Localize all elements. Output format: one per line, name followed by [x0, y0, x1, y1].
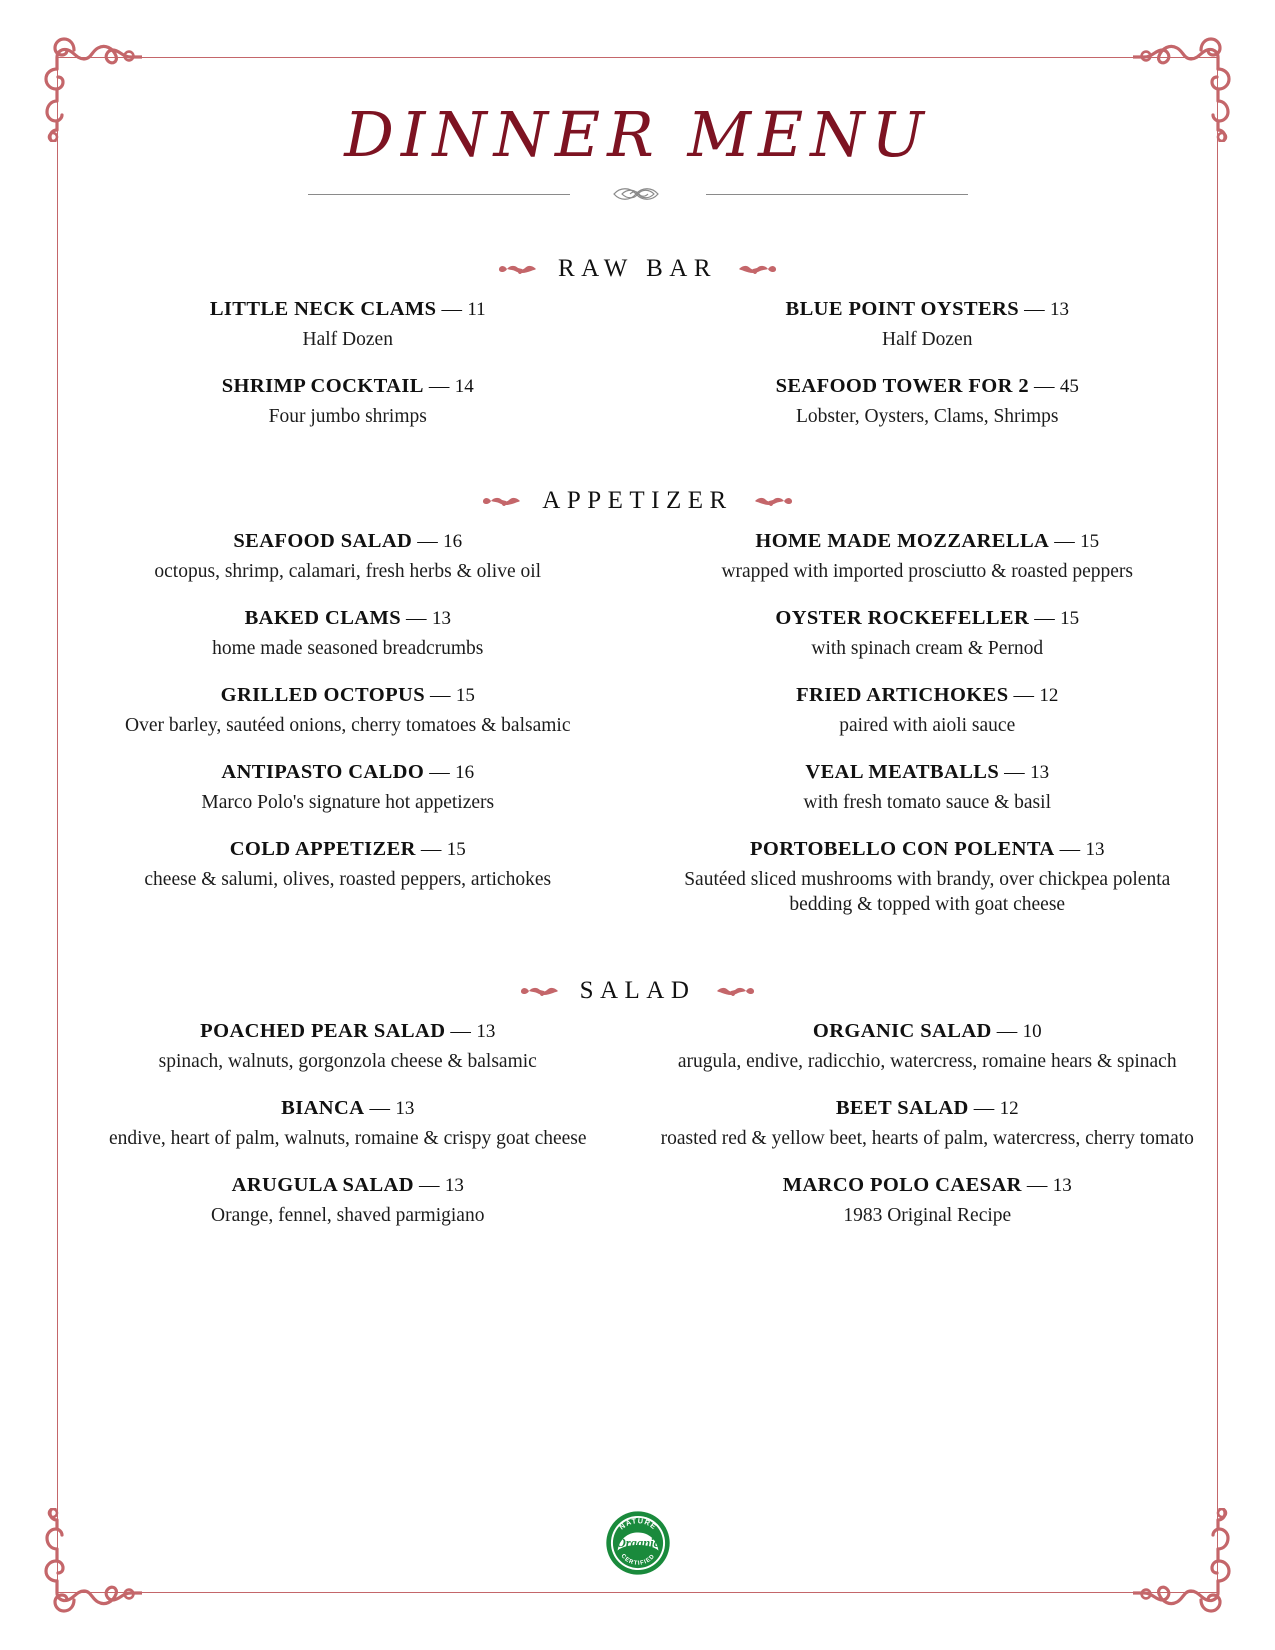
menu-item-description: Orange, fennel, shaved parmigiano — [211, 1204, 485, 1226]
menu-item — [80, 606, 616, 661]
menu-item-description: Four jumbo shrimps — [268, 405, 427, 427]
menu-item-dash: — — [1024, 298, 1045, 321]
menu-item — [660, 606, 1196, 661]
menu-item — [80, 837, 616, 892]
menu-item-dash: — — [1004, 760, 1026, 783]
menu-item-description: 1983 Original Recipe — [843, 1204, 1012, 1226]
menu-item-price: 13 — [444, 1175, 464, 1197]
menu-item-price: 15 — [1080, 531, 1100, 553]
menu-item-dash: — — [450, 1020, 472, 1043]
menu-item — [660, 374, 1196, 429]
menu-item-heading — [80, 529, 616, 555]
items-columns — [80, 297, 1195, 429]
section-heading-appetizer — [80, 487, 1195, 515]
menu-item-name: OYSTER ROCKEFELLER — [775, 607, 1030, 629]
menu-item-dash: — — [996, 1020, 1018, 1043]
menu-item — [660, 529, 1196, 584]
menu-item-dash: — — [418, 1174, 440, 1197]
menu-item-name: ORGANIC SALAD — [812, 1020, 992, 1043]
menu-item-dash: — — [420, 837, 442, 860]
section-salad — [80, 977, 1195, 1228]
menu-item-price: 13 — [395, 1098, 415, 1120]
menu-item-heading — [660, 1019, 1196, 1045]
menu-item-description: home made seasoned breadcrumbs — [212, 637, 484, 659]
knot-ornament-icon — [578, 185, 698, 203]
menu-item-heading — [80, 1096, 616, 1122]
section-heading-salad — [80, 977, 1195, 1005]
column-right — [660, 297, 1196, 429]
flourish-ornament-icon — [498, 261, 538, 277]
menu-item-name: MARCO POLO CAESAR — [782, 1174, 1022, 1197]
menu-item-name: PORTOBELLO CON POLENTA — [749, 837, 1055, 860]
section-appetizer — [80, 487, 1195, 917]
organic-seal-icon — [605, 1510, 671, 1576]
column-left — [80, 1019, 616, 1228]
menu-item-description: spinach, walnuts, gorgonzola cheese & balsamic — [158, 1050, 537, 1072]
menu-item-description: Half Dozen — [882, 328, 973, 350]
section-raw-bar — [80, 255, 1195, 429]
menu-item-description: endive, heart of palm, walnuts, romaine & crispy goat cheese — [108, 1127, 587, 1149]
menu-item-name: SEAFOOD TOWER FOR 2 — [775, 375, 1030, 398]
menu-item-heading — [80, 760, 616, 786]
menu-item-heading — [660, 837, 1196, 863]
menu-item-dash: — — [1026, 1174, 1048, 1197]
flourish-ornament-icon — [482, 493, 522, 509]
menu-item — [80, 760, 616, 815]
menu-item-name: HOME MADE MOZZARELLA — [755, 530, 1050, 553]
menu-item-name: BLUE POINT OYSTERS — [785, 298, 1020, 321]
menu-item-price: 14 — [454, 376, 474, 398]
menu-item-dash: — — [406, 607, 427, 629]
menu-item-name: ARUGULA SALAD — [231, 1174, 414, 1197]
menu-item-heading — [660, 1096, 1196, 1122]
menu-item — [80, 683, 616, 738]
menu-item-name: COLD APPETIZER — [229, 837, 416, 860]
menu-item-description: Lobster, Oysters, Clams, Shrimps — [796, 405, 1059, 427]
menu-item-heading — [80, 1173, 616, 1199]
menu-item-dash: — — [973, 1097, 995, 1120]
footer-logo-area — [80, 1510, 1195, 1576]
menu-item-heading — [80, 606, 616, 632]
menu-item-heading — [660, 297, 1196, 323]
menu-item-description: wrapped with imported prosciutto & roasted peppers — [721, 560, 1134, 582]
menu-item-dash: — — [369, 1097, 391, 1120]
menu-item-name: BIANCA — [281, 1097, 365, 1120]
menu-item-dash: — — [429, 760, 451, 783]
menu-item-name: BEET SALAD — [835, 1097, 969, 1120]
section-label: RAW BAR — [557, 255, 718, 283]
menu-item-description: Half Dozen — [302, 328, 393, 350]
page-title: DINNER MENU — [344, 98, 931, 171]
menu-item-heading — [80, 837, 616, 863]
menu-item — [660, 1019, 1196, 1074]
menu-item-description: with spinach cream & Pernod — [811, 637, 1044, 659]
menu-item — [80, 529, 616, 584]
menu-item-description: Over barley, sautéed onions, cherry tomatoes & balsamic — [125, 714, 571, 736]
items-columns — [80, 529, 1195, 917]
column-right — [660, 1019, 1196, 1228]
menu-item-heading — [660, 374, 1196, 400]
flourish-ornament-icon — [715, 983, 755, 999]
menu-item-price: 13 — [1030, 761, 1050, 783]
menu-item-price: 15 — [446, 838, 466, 860]
menu-item-heading — [660, 529, 1196, 555]
menu-item-heading — [80, 683, 616, 709]
menu-item-name: SHRIMP COCKTAIL — [221, 375, 424, 398]
menu-item-dash: — — [1013, 683, 1035, 706]
menu-item-heading — [660, 1173, 1196, 1199]
menu-item-heading — [660, 606, 1196, 632]
menu-item-heading — [80, 374, 616, 400]
menu-item-dash: — — [1034, 607, 1056, 629]
menu-item — [80, 1173, 616, 1228]
menu-item — [80, 1096, 616, 1151]
column-right — [660, 529, 1196, 917]
menu-item-price: 10 — [1022, 1021, 1042, 1043]
menu-item-price: 11 — [467, 299, 486, 321]
menu-item-price: 45 — [1059, 376, 1079, 398]
menu-item-price: 13 — [431, 608, 451, 629]
menu-item-name: LITTLE NECK CLAMS — [209, 298, 437, 321]
menu-item-price: 13 — [1052, 1175, 1072, 1197]
menu-item-price: 16 — [455, 761, 475, 783]
menu-item-dash: — — [441, 298, 463, 321]
menu-item-dash: — — [1034, 375, 1055, 398]
menu-item-price: 13 — [1085, 838, 1105, 860]
menu-item-price: 13 — [1049, 299, 1069, 321]
seal-bottom-text: CERTIFIED — [618, 1553, 657, 1567]
menu-item-name: GRILLED OCTOPUS — [220, 683, 425, 706]
column-left — [80, 297, 616, 429]
menu-item-price: 13 — [476, 1021, 496, 1043]
menu-item-dash: — — [1054, 530, 1076, 553]
menu-item-name: FRIED ARTICHOKES — [796, 683, 1009, 706]
menu-item-dash: — — [1059, 837, 1081, 860]
menu-item — [660, 297, 1196, 352]
menu-item-description: roasted red & yellow beet, hearts of palm, watercress, cherry tomato — [660, 1127, 1194, 1149]
menu-item-description: arugula, endive, radicchio, watercress, romaine hears & spinach — [677, 1050, 1177, 1072]
menu-item — [660, 683, 1196, 738]
menu-item — [80, 1019, 616, 1074]
section-label: APPETIZER — [542, 487, 733, 515]
menu-item-heading — [80, 297, 616, 323]
menu-item-price: 15 — [455, 684, 475, 706]
menu-item-description: paired with aioli sauce — [839, 714, 1016, 736]
flourish-ornament-icon — [753, 493, 793, 509]
menu-item-description: octopus, shrimp, calamari, fresh herbs & olive oil — [154, 560, 542, 582]
menu-item-price: 16 — [443, 531, 463, 553]
menu-content — [80, 80, 1195, 1570]
menu-item — [660, 760, 1196, 815]
menu-item — [660, 837, 1196, 917]
section-label: SALAD — [579, 977, 696, 1005]
menu-item-description: Sautéed sliced mushrooms with brandy, over chickpea polenta bedding & topped with goat cheese — [684, 868, 1171, 915]
menu-item-name: ANTIPASTO CALDO — [221, 760, 425, 783]
menu-item — [80, 297, 616, 352]
menu-item — [80, 374, 616, 429]
menu-item-heading — [660, 683, 1196, 709]
menu-item-name: SEAFOOD SALAD — [233, 530, 413, 553]
menu-item-name: BAKED CLAMS — [244, 607, 402, 629]
flourish-ornament-icon — [520, 983, 560, 999]
menu-item-dash: — — [430, 683, 451, 706]
flourish-ornament-icon — [737, 261, 777, 277]
menu-item-description: with fresh tomato sauce & basil — [803, 791, 1051, 813]
menu-item-heading — [80, 1019, 616, 1045]
menu-item-price: 15 — [1060, 608, 1080, 629]
column-left — [80, 529, 616, 892]
menu-item-name: POACHED PEAR SALAD — [200, 1020, 446, 1043]
seal-center-text: Organic — [616, 1535, 659, 1550]
section-heading-raw-bar — [80, 255, 1195, 283]
seal-top-text: NATURE — [616, 1516, 659, 1532]
menu-item-price: 12 — [1039, 684, 1059, 706]
menu-item-heading — [660, 760, 1196, 786]
title-divider — [308, 185, 968, 203]
title-block — [80, 80, 1195, 203]
items-columns — [80, 1019, 1195, 1228]
menu-item-price: 12 — [999, 1098, 1019, 1120]
menu-item-dash: — — [417, 530, 439, 553]
menu-item-description: cheese & salumi, olives, roasted peppers, artichokes — [144, 868, 552, 890]
menu-item — [660, 1096, 1196, 1151]
menu-item-description: Marco Polo's signature hot appetizers — [201, 791, 495, 813]
menu-item-dash: — — [428, 375, 450, 398]
menu-item-name: VEAL MEATBALLS — [805, 760, 1000, 783]
menu-item — [660, 1173, 1196, 1228]
